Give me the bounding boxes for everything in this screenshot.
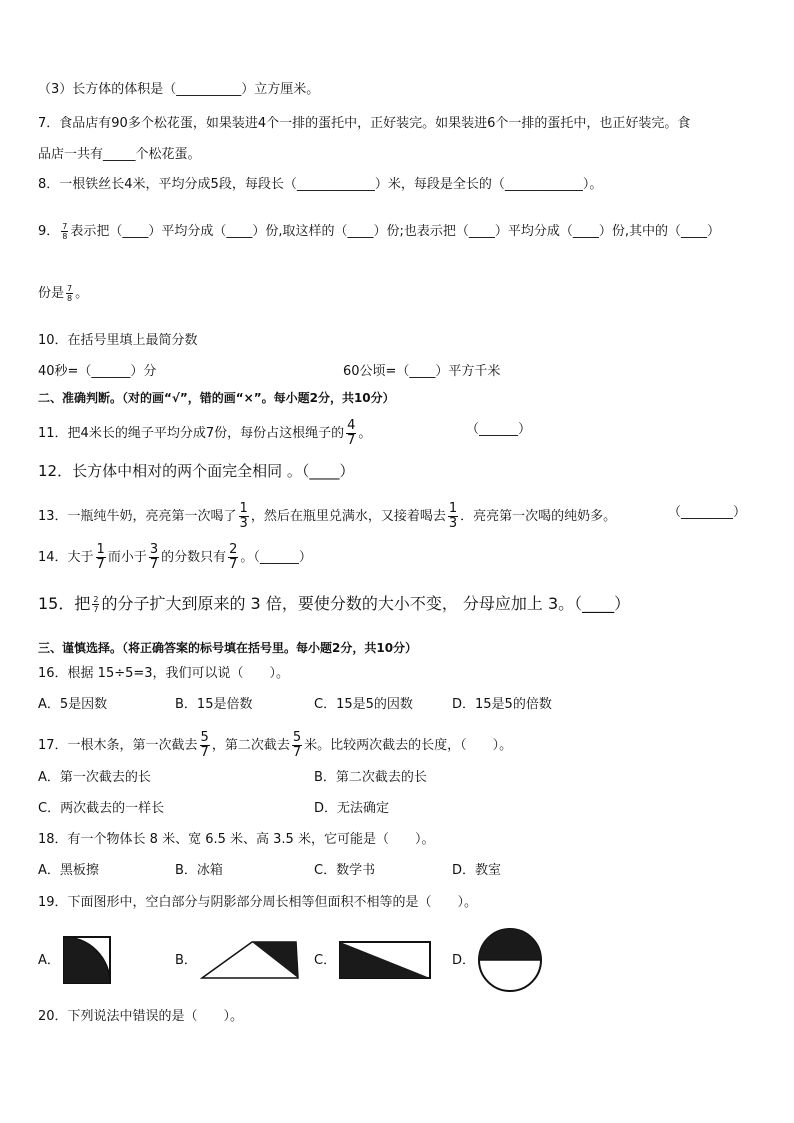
q17-text2: ，第二次截去 [211, 738, 290, 753]
q19-option-a-label: A． [38, 953, 60, 968]
q15 [38, 594, 630, 614]
fraction [228, 543, 238, 572]
q19-option-d-label: D． [452, 953, 476, 968]
q13 [38, 502, 616, 531]
denominator: 7 [292, 745, 302, 760]
q7-line1: 7．食品店有90多个松花蛋，如果装进4个一排的蛋托中，正好装完。如果装进6个一排的蛋托中，也正好装完。食 [38, 116, 691, 131]
q9-tail-text: 份是 [38, 286, 65, 301]
q17 [38, 731, 512, 760]
q10: 10．在括号里填上最简分数 [38, 333, 198, 348]
q20: 20．下列说法中错误的是（ ）。 [38, 1009, 244, 1024]
q9-text: 表示把（____）平均分成（____）份,取这样的（____）份;也表示把（____）平均分成（____）份,其中的（____） [70, 224, 721, 239]
fraction [239, 502, 249, 531]
numerator: 1 [448, 501, 458, 516]
q9 [38, 222, 720, 242]
q17-option-b: B．第二次截去的长 [314, 770, 427, 785]
q18: 18．有一个物体长 8 米、宽 6.5 米、高 3.5 米，它可能是（ ）。 [38, 832, 435, 847]
q16-option-b: B．15是倍数 [175, 697, 253, 712]
q8: 8．一根铁丝长4米，平均分成5段，每段长（____________）米，每段是全长的（____________）。 [38, 177, 603, 192]
q19: 19．下面图形中，空白部分与阴影部分周长相等但面积不相等的是（ ）。 [38, 895, 478, 910]
q19-option-c-label: C． [314, 953, 337, 968]
q13-answer-blank: （________） [668, 505, 747, 520]
q11-text: 11．把4米长的绳子平均分成7份，每份占这根绳子的 [38, 426, 345, 441]
q16-option-d: D．15是5的倍数 [452, 697, 552, 712]
fraction [346, 419, 356, 448]
q11 [38, 419, 371, 448]
square-quarter-circle-figure [63, 936, 111, 984]
q11-answer-blank: （______） [466, 422, 532, 437]
fraction [96, 543, 106, 572]
q15-text2: 的分子扩大到原来的 3 倍，要使分数的大小不变， 分母应加上 3。（____） [101, 594, 631, 613]
numerator: 7 [62, 222, 68, 231]
q14-text2: 而小于 [107, 550, 147, 565]
q7-line2: 品店一共有_____个松花蛋。 [38, 147, 201, 162]
numerator: 3 [149, 542, 159, 557]
section-3-title: 三、谨慎选择。（将正确答案的标号填在括号里。每小题2分，共10分） [38, 641, 418, 655]
q18-option-a: A．黑板擦 [38, 863, 99, 878]
q14-end: 。（______） [240, 550, 312, 565]
q18-option-b: B．冰箱 [175, 863, 223, 878]
trapezoid-figure [200, 940, 300, 980]
denominator: 3 [448, 516, 458, 531]
q14 [38, 543, 312, 572]
q9-tail-end: 。 [75, 286, 89, 301]
q10-a: 40秒=（______）分 [38, 364, 157, 379]
denominator: 7 [229, 557, 238, 572]
q13-text2: ，然后在瓶里兑满水，又接着喝去 [250, 509, 446, 524]
q17-text3: 米。比较两次截去的长度，（ ）。 [304, 738, 513, 753]
q13-text: 13．一瓶纯牛奶，亮亮第一次喝了 [38, 509, 237, 524]
fraction [92, 595, 99, 614]
section-2-title: 二、准确判断。（对的画“√”，错的画“×”。每小题2分，共10分） [38, 391, 395, 405]
q14-text: 14．大于 [38, 550, 94, 565]
q18-option-d: D．教室 [452, 863, 502, 878]
denominator: 3 [239, 516, 248, 531]
numerator: 5 [200, 730, 209, 745]
q14-text3: 的分数只有 [161, 550, 227, 565]
denominator: 7 [200, 745, 209, 760]
q18-option-c: C．数学书 [314, 863, 376, 878]
q10-b: 60公顷=（____）平方千米 [343, 364, 501, 379]
q16-option-c: C．15是5的因数 [314, 697, 413, 712]
fraction [149, 543, 159, 572]
numerator: 2 [93, 595, 99, 604]
circle-figure [477, 927, 543, 993]
q12: 12．长方体中相对的两个面完全相同 。（____） [38, 462, 355, 480]
numerator: 1 [239, 501, 248, 516]
fraction [448, 502, 458, 531]
q9-tail [38, 284, 88, 304]
denominator: 8 [62, 232, 68, 241]
q13-text3: ．亮亮第一次喝的纯奶多。 [460, 509, 617, 524]
denominator: 7 [149, 557, 159, 572]
q17-option-a: A．第一次截去的长 [38, 770, 151, 785]
q16-option-a: A．5是因数 [38, 697, 108, 712]
denominator: 7 [93, 605, 99, 614]
rectangle-diagonal-figure [338, 940, 432, 980]
q17-text: 17．一根木条，第一次截去 [38, 738, 198, 753]
numerator: 1 [96, 542, 105, 557]
denominator: 7 [347, 433, 356, 448]
numerator: 5 [292, 730, 302, 745]
q6-part3: （3）长方体的体积是（__________）立方厘米。 [38, 82, 320, 97]
fraction [66, 284, 73, 303]
numerator: 2 [229, 542, 238, 557]
q9-num: 9． [38, 224, 60, 239]
numerator: 4 [347, 418, 356, 433]
q15-text: 15．把 [38, 594, 91, 613]
q17-option-d: D．无法确定 [314, 801, 390, 816]
numerator: 7 [67, 284, 73, 293]
fraction [200, 731, 210, 760]
q19-option-b-label: B． [175, 953, 197, 968]
fraction [292, 731, 302, 760]
q11-end: 。 [358, 426, 372, 441]
denominator: 8 [67, 294, 73, 303]
q17-option-c: C．两次截去的一样长 [38, 801, 165, 816]
denominator: 7 [96, 557, 105, 572]
q16: 16．根据 15÷5=3，我们可以说（ ）。 [38, 666, 290, 681]
fraction [61, 222, 68, 241]
